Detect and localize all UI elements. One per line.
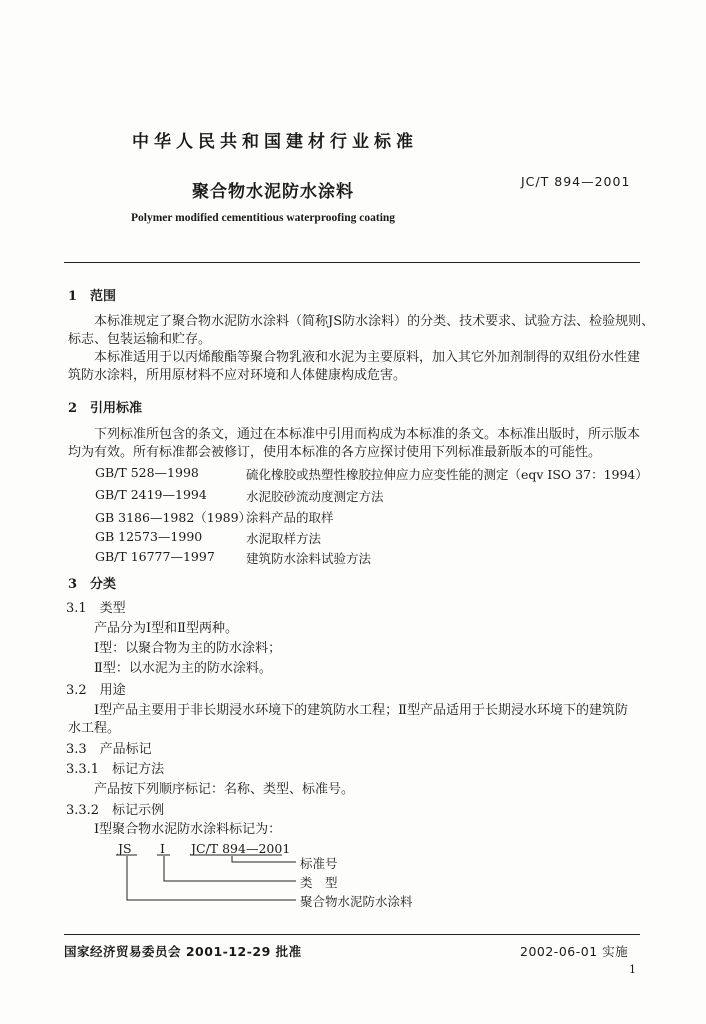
section-3-3-2-para-1: Ⅰ型聚合物水泥防水涂料标记为： (94, 822, 282, 837)
para-line: 均为有效。所有标准都会被修订，使用本标准的各方应探讨使用下列标准最新版本的可能性。 (68, 445, 602, 460)
section-1-heading: 1 范围 (68, 289, 117, 304)
reference-title: 硫化橡胶或热塑性橡胶拉伸应力应变性能的测定（eqv ISO 37：1994） (246, 467, 648, 482)
section-3-1-para-3: Ⅱ型：以水泥为主的防水涂料。 (94, 661, 272, 676)
section-3-1-para-1: 产品分为Ⅰ型和Ⅱ型两种。 (94, 621, 238, 636)
reference-code: GB/T 528—1998 (95, 465, 199, 480)
section-2-heading: 2 引用标准 (68, 401, 143, 416)
section-3-2-heading: 3.2 用途 (66, 683, 126, 698)
approval-statement: 国家经济贸易委员会 2001-12-29 批准 (64, 944, 302, 959)
section-3-1-para-2: Ⅰ型：以聚合物为主的防水涂料； (94, 641, 282, 656)
para-line: 本标准规定了聚合物水泥防水涂料（简称JS防水涂料）的分类、技术要求、试验方法、检验规则、 (94, 314, 655, 329)
implementation-date: 2002-06-01 实施 (520, 944, 629, 959)
reference-title: 涂料产品的取样 (246, 510, 334, 525)
section-3-3-1-para-1: 产品按下列顺序标记：名称、类型、标准号。 (94, 782, 355, 797)
footer-rule (64, 934, 640, 935)
doc-number: JC/T 894—2001 (521, 174, 631, 189)
reference-code: GB 12573—1990 (95, 529, 203, 544)
title-en: Polymer modified cementitious waterproofing coating (131, 212, 396, 224)
marking-label-std: 标准号 (300, 856, 338, 871)
section-3-1-heading: 3.1 类型 (66, 601, 126, 616)
reference-title: 建筑防水涂料试验方法 (246, 551, 372, 566)
reference-code: GB/T 16777—1997 (95, 549, 215, 564)
para-line: 筑防水涂料，所用原材料不应对环境和人体健康构成危害。 (68, 368, 407, 383)
section-3-3-2-heading: 3.3.2 标记示例 (66, 803, 165, 818)
para-line: 标志、包装运输和贮存。 (68, 332, 212, 347)
reference-title: 水泥胶砂流动度测定方法 (246, 489, 384, 504)
reference-code: GB 3186—1982（1989） (95, 510, 252, 525)
para-line: 水工程。 (68, 721, 121, 736)
marking-part-std: JC/T 894—2001 (191, 841, 291, 856)
page-number: 1 (629, 963, 636, 976)
title-cn: 聚合物水泥防水涂料 (192, 182, 354, 202)
marking-label-name: 聚合物水泥防水涂料 (300, 894, 413, 909)
para-line: Ⅰ型产品主要用于非长期浸水环境下的建筑防水工程；Ⅱ型产品适用于长期浸水环境下的建筑防 (94, 703, 628, 718)
marking-part-name: JS (118, 841, 132, 856)
reference-title: 水泥取样方法 (246, 531, 322, 546)
marking-part-type: Ⅰ (160, 841, 165, 856)
section-3-3-heading: 3.3 产品标记 (66, 742, 152, 757)
reference-code: GB/T 2419—1994 (95, 487, 207, 502)
section-3-heading: 3 分类 (68, 577, 117, 592)
para-line: 下列标准所包含的条文，通过在本标准中引用而构成为本标准的条文。本标准出版时，所示版本 (94, 427, 641, 442)
para-line: 本标准适用于以丙烯酸酯等聚合物乳液和水泥为主要原料，加入其它外加剂制得的双组份水性建 (94, 350, 641, 365)
issuing-org: 中华人民共和国建材行业标准 (132, 132, 418, 152)
section-3-3-1-heading: 3.3.1 标记方法 (66, 762, 165, 777)
marking-label-type: 类 型 (300, 875, 338, 890)
